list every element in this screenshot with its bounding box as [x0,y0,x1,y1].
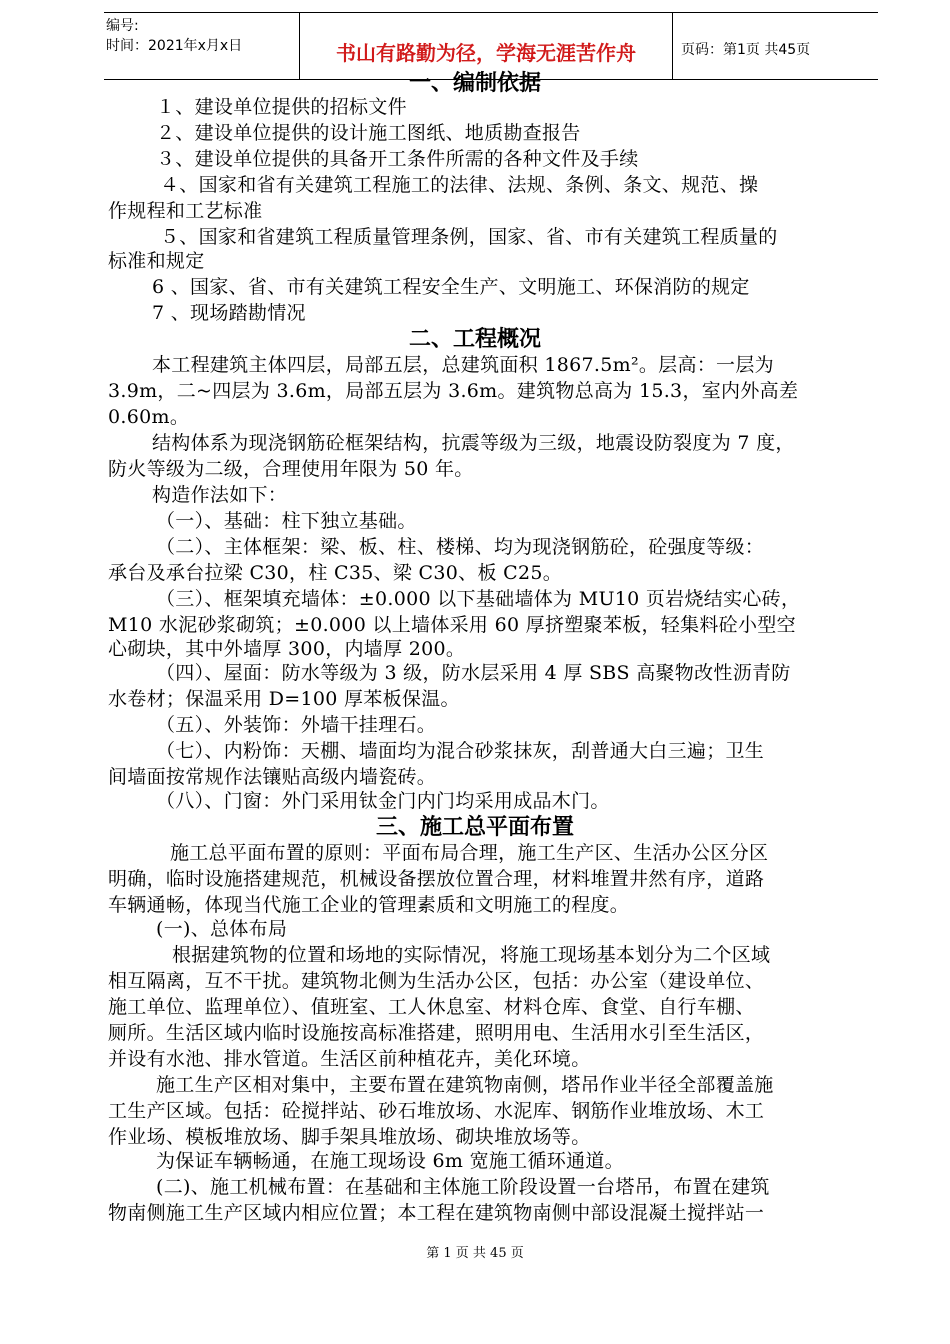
section2-line: （二）、主体框架：梁、板、柱、楼梯、均为现浇钢筋砼，砼强度等级： [156,536,765,558]
section1-line: ３、建设单位提供的具备开工条件所需的各种文件及手续 [156,148,639,170]
section1-line: 7 、现场踏勘情况 [152,302,306,324]
section2-line: （三）、框架填充墙体：±0.000 以下基础墙体为 MU10 页岩烧结实心砖， [156,588,801,610]
section2-line: （一）、基础：柱下独立基础。 [156,510,417,532]
header-page-info: 页码：第1页 共45页 [681,42,811,58]
section1-line: １、建设单位提供的招标文件 [156,96,407,118]
document-number-label: 编号: [106,18,139,34]
section2-line: （五）、外装饰：外墙干挂理石。 [156,714,437,736]
section2-line: （七）、内粉饰：天棚、墙面均为混合砂浆抹灰，刮普通大白三遍；卫生 [156,740,765,762]
section-title-site-layout: 三、施工总平面布置 [375,815,574,840]
section2-line: M10 水泥砂浆砌筑；±0.000 以上墙体采用 60 厚挤塑聚苯板，轻集料砼小型空 [108,614,796,636]
header-motto: 书山有路勤为径，学海无涯苦作舟 [336,41,636,65]
section2-line: 本工程建筑主体四层，局部五层，总建筑面积 1867.5m²。层高：一层为 [152,354,774,376]
section2-line: 构造作法如下： [152,484,288,506]
section3-line: (一)、总体布局 [156,918,288,940]
section2-line: 间墙面按常规作法镶贴高级内墙瓷砖。 [108,766,437,788]
section2-line: 结构体系为现浇钢筋砼框架结构，抗震等级为三级，地震设防裂度为 7 度， [152,432,795,454]
page-footer: 第 1 页 共 45 页 [426,1246,524,1261]
section1-line: 6 、国家、省、市有关建筑工程安全生产、文明施工、环保消防的规定 [152,276,750,298]
section3-line: 厕所。生活区域内临时设施按高标准搭建，照明用电、生活用水引至生活区， [108,1022,765,1044]
section3-line: 物南侧施工生产区域内相应位置；本工程在建筑物南侧中部设混凝土搅拌站一 [108,1202,765,1224]
document-time-label: 时间：2021年x月x日 [106,38,243,54]
section3-line: 施工总平面布置的原则：平面布局合理，施工生产区、生活办公区分区 [170,842,769,864]
section3-line: 为保证车辆畅通，在施工现场设 6m 宽施工循环通道。 [156,1150,624,1172]
section2-line: 承台及承台拉梁 C30，柱 C35、梁 C30、板 C25。 [108,562,563,584]
section3-line: 作业场、模板堆放场、脚手架具堆放场、砌块堆放场等。 [108,1126,591,1148]
section3-line: 施工生产区相对集中，主要布置在建筑物南侧，塔吊作业半径全部覆盖施 [156,1074,774,1096]
section3-line: 施工单位、监理单位）、值班室、工人休息室、材料仓库、食堂、自行车棚、 [108,996,755,1018]
section2-line: （八）、门窗：外门采用钛金门内门均采用成品木门。 [156,790,610,812]
section3-line: (二)、施工机械布置：在基础和主体施工阶段设置一台塔吊，布置在建筑 [156,1176,770,1198]
section1-line: ４、国家和省有关建筑工程施工的法律、法规、条例、条文、规范、操 [160,174,759,196]
section-title-basis: 一、编制依据 [408,71,541,96]
section3-line: 根据建筑物的位置和场地的实际情况，将施工现场基本划分为二个区域 [172,944,771,966]
section3-line: 明确，临时设施搭建规范，机械设备摆放位置合理，材料堆置井然有序，道路 [108,868,765,890]
section3-line: 并设有水池、排水管道。生活区前种植花卉，美化环境。 [108,1048,591,1070]
section2-line: （四）、屋面：防水等级为 3 级，防水层采用 4 厚 SBS 高聚物改性沥青防 [156,662,791,684]
section2-line: 0.60m。 [108,406,190,428]
section1-line: 标准和规定 [108,250,205,272]
section1-line: ５、国家和省建筑工程质量管理条例，国家、省、市有关建筑工程质量的 [160,226,778,248]
section2-line: 3.9m，二~四层为 3.6m，局部五层为 3.6m。建筑物总高为 15.3，室内外高差 [108,380,799,402]
section3-line: 相互隔离，互不干扰。建筑物北侧为生活办公区，包括：办公室（建设单位、 [108,970,765,992]
section2-line: 水卷材；保温采用 D=100 厚苯板保温。 [108,688,460,710]
section2-line: 心砌块，其中外墙厚 300，内墙厚 200。 [108,638,466,660]
section1-line: 作规程和工艺标准 [108,200,263,222]
section3-line: 工生产区域。包括：砼搅拌站、砂石堆放场、水泥库、钢筋作业堆放场、木工 [108,1100,765,1122]
section-title-overview: 二、工程概况 [408,327,541,352]
section3-line: 车辆通畅，体现当代施工企业的管理素质和文明施工的程度。 [108,894,630,916]
section2-line: 防火等级为二级，合理使用年限为 50 年。 [108,458,474,480]
section1-line: ２、建设单位提供的设计施工图纸、地质勘查报告 [156,122,581,144]
